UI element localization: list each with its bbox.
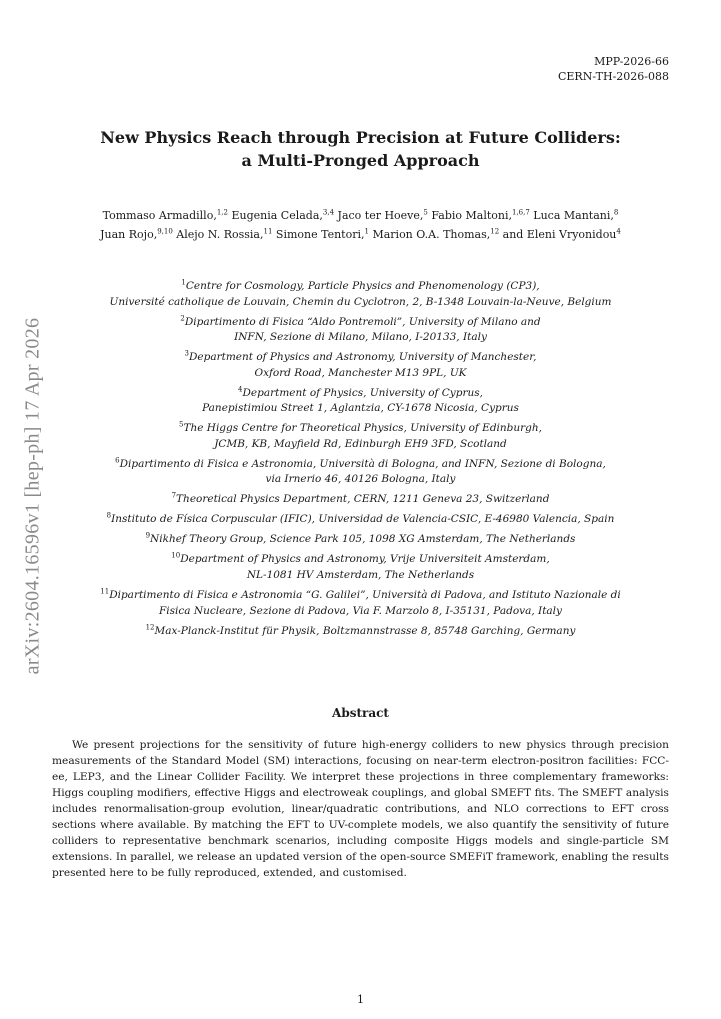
affiliation-number: 1: [181, 278, 186, 287]
affiliation: [60, 421, 661, 452]
author-name: and Eleni Vryonidou: [499, 228, 617, 241]
author-affil-ref: 3,4: [322, 208, 335, 217]
author-affil-ref: 8: [613, 208, 619, 217]
author-affil-ref: 1,6,7: [511, 208, 530, 217]
author-affil-ref: 9,10: [157, 227, 173, 236]
affiliation: [60, 512, 661, 528]
abstract-heading: Abstract: [332, 706, 389, 720]
author-line: [52, 225, 669, 244]
affiliation-line: Department of Physics and Astronomy, University of Manchester,: [189, 351, 537, 364]
author-name: Tommaso Armadillo,: [102, 209, 217, 222]
affiliation: [60, 386, 661, 417]
affiliation-number: 3: [184, 349, 189, 358]
affiliation-line: Dipartimento di Fisica e Astronomia “G. Galilei”, Università di Padova, and Istituto Nazionale di: [109, 589, 621, 601]
affiliation-number: 8: [106, 511, 112, 520]
affiliation-number: 6: [115, 456, 120, 465]
affiliation-number: 4: [238, 385, 243, 394]
author-affil-ref: 12: [490, 227, 500, 236]
affiliation-line: Centre for Cosmology, Particle Physics and Phenomenology (CP3),: [185, 280, 540, 292]
affiliation: [60, 588, 661, 619]
affiliation-number: 7: [171, 491, 177, 500]
affiliation-line: Panepistimiou Street 1, Aglantzia, CY-1678 Nicosia, Cyprus: [202, 402, 519, 415]
report-number: CERN-TH-2026-088: [557, 70, 669, 83]
affiliation-list: [60, 279, 661, 644]
author-name: Luca Mantani,: [529, 209, 614, 222]
affiliation: [60, 492, 661, 508]
affiliation-line: Université catholique de Louvain, Chemin du Cyclotron, 2, B-1348 Louvain-la-Neuve, Belgium: [109, 295, 612, 308]
affiliation-line: Oxford Road, Manchester M13 9PL, UK: [254, 366, 467, 379]
affiliation: [60, 457, 661, 488]
author-line: [52, 206, 669, 225]
author-name: Fabio Maltoni,: [427, 209, 512, 222]
author-name: Jaco ter Hoeve,: [334, 209, 424, 222]
affiliation-line: Instituto de Física Corpuscular (IFIC), Universidad de Valencia-CSIC, E-46980 Valencia, Spain: [111, 513, 615, 526]
report-number: MPP-2026-66: [594, 55, 669, 68]
affiliation-line: Dipartimento di Fisica e Astronomia, Università di Bologna, and INFN, Sezione di Bologna,: [119, 457, 606, 470]
arxiv-identifier: arXiv:2604.16596v1 [hep-ph] 17 Apr 2026: [21, 317, 44, 675]
affiliation: [60, 532, 661, 548]
affiliation-line: Fisica Nucleare, Sezione di Padova, Via F. Marzolo 8, I-35131, Padova, Italy: [159, 604, 562, 617]
affiliation-line: Department of Physics and Astronomy, Vrije Universiteit Amsterdam,: [180, 553, 550, 566]
arxiv-stamp: [20, 296, 46, 696]
affiliation-number: 9: [145, 531, 151, 540]
affiliation-line: via Irnerio 46, 40126 Bologna, Italy: [265, 473, 456, 486]
affiliation-line: Nikhef Theory Group, Science Park 105, 1098 XG Amsterdam, The Netherlands: [150, 533, 576, 546]
author-name: Eugenia Celada,: [227, 209, 323, 222]
page-number: 1: [357, 993, 364, 1006]
author-affil-ref: 4: [616, 227, 621, 236]
affiliation: [60, 552, 661, 583]
affiliation: [60, 350, 661, 381]
author-name: Juan Rojo,: [100, 228, 158, 241]
affiliation-line: Dipartimento di Fisica “Aldo Pontremoli”, University of Milano and: [184, 315, 541, 328]
affiliation-line: JCMB, KB, Mayfield Rd, Edinburgh EH9 3FD, Scotland: [214, 437, 507, 450]
affiliation-line: Theoretical Physics Department, CERN, 1211 Geneva 23, Switzerland: [176, 493, 550, 506]
paper-title: [52, 126, 669, 172]
title-line: a Multi-Pronged Approach: [241, 151, 480, 170]
affiliation: [60, 279, 661, 310]
author-list: [52, 206, 669, 244]
abstract-text: We present projections for the sensitivity of future high-energy colliders to new physics through precision measurements of the Standard Model (SM) interactions, focusing on near-term electron-positron facilities: FCC-ee, LEP3, and the Linear Collider Facility. We interpret these projections in three complementary frameworks: Higgs coupling modifiers, effective Higgs and electroweak couplings, and global SMEFT fits. The SMEFT analysis includes renormalisation-group evolution, linear/quadratic contributions, and NLO corrections to EFT cross sections where available. By matching the EFT to UV-complete models, we also quantify the sensitivity of future colliders to representative benchmark scenarios, including composite Higgs models and single-particle SM extensions. In parallel, we release an updated version of the open-source SMEFiT framework, enabling the results presented here to be fully reproduced, extended, and customised.: [52, 739, 669, 879]
affiliation-line: Max-Planck-Institut für Physik, Boltzmannstrasse 8, 85748 Garching, Germany: [154, 624, 576, 637]
affiliation-number: 2: [180, 314, 185, 323]
author-affil-ref: 1: [364, 227, 369, 236]
affiliation-number: 5: [179, 420, 184, 429]
affiliation-number: 11: [100, 587, 110, 596]
affiliation-number: 12: [145, 623, 155, 632]
affiliation: [60, 624, 661, 640]
author-name: Marion O.A. Thomas,: [368, 228, 491, 241]
affiliation-number: 10: [171, 551, 181, 560]
affiliation-line: The Higgs Centre for Theoretical Physics, University of Edinburgh,: [183, 422, 542, 435]
report-numbers: [558, 54, 669, 84]
author-affil-ref: 11: [263, 227, 273, 236]
author-affil-ref: 5: [423, 208, 428, 217]
author-affil-ref: 1,2: [216, 208, 228, 217]
affiliation: [60, 315, 661, 346]
affiliation-line: Department of Physics, University of Cyprus,: [242, 386, 483, 399]
affiliation-line: INFN, Sezione di Milano, Milano, I-20133, Italy: [234, 331, 487, 344]
affiliation-line: NL-1081 HV Amsterdam, The Netherlands: [246, 569, 475, 582]
author-name: Alejo N. Rossia,: [172, 228, 264, 241]
title-line: New Physics Reach through Precision at Future Colliders:: [100, 128, 621, 147]
author-name: Simone Tentori,: [272, 228, 365, 241]
